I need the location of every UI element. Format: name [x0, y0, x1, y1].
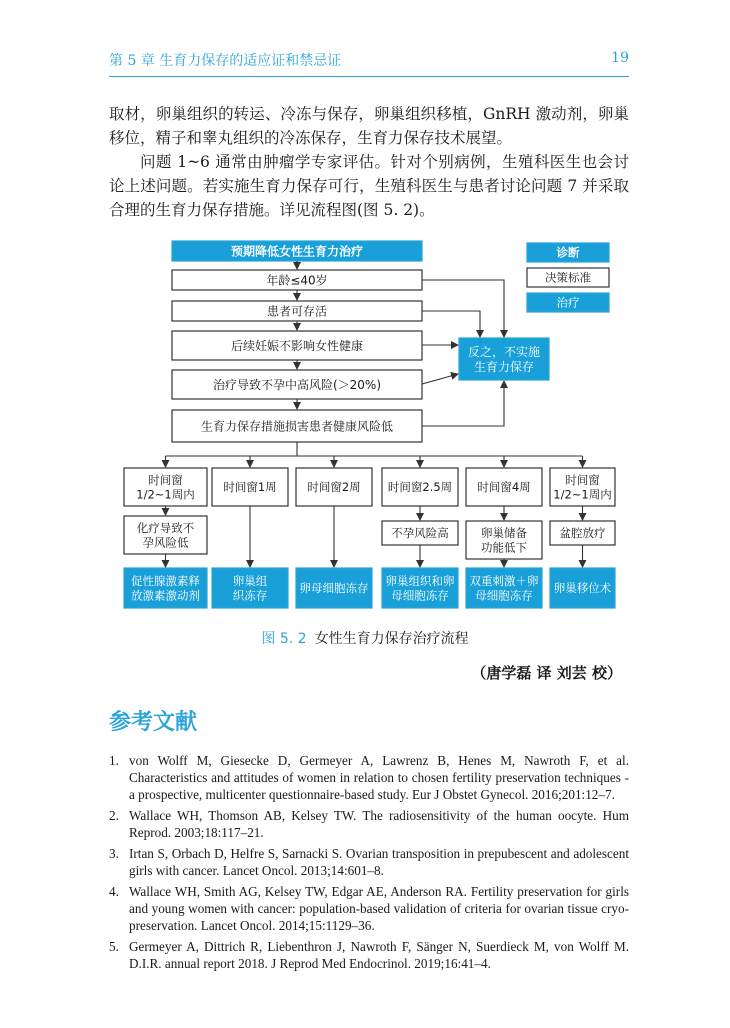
references-list [109, 752, 629, 976]
legend-diagnosis-label: 诊断 [556, 245, 580, 260]
reference-item: 4. Wallace WH, Smith AG, Kelsey TW, Edgar AE, Anderson RA. Fertility preservation for girls and young women with cancer: population-based validation of criteria for ovarian tissue cryo-preservation. Lancet Oncol. 2014;15:1129–36. [109, 884, 629, 933]
condition-box-label: 功能低下 [481, 540, 527, 555]
treatment-box-label: 促性腺激素释 [131, 573, 200, 588]
criterion-box-label: 治疗导致不孕中高风险(＞20%) [212, 377, 382, 392]
treatment-box-label: 卵巢组 [232, 573, 268, 588]
condition-box-label: 盆腔放疗 [559, 526, 606, 541]
time-window-box-label: 时间窗2.5周 [387, 480, 453, 495]
condition-box-label: 化疗导致不 [136, 520, 195, 535]
connector-line [422, 311, 480, 337]
figure-number: 图 5. 2 [261, 631, 307, 647]
criterion-box-label: 年龄≤40岁 [266, 273, 328, 288]
time-window-box-label: 时间窗 [148, 472, 183, 487]
criterion-box-label: 后续妊娠不影响女性健康 [230, 338, 364, 353]
treatment-box-label: 织冻存 [232, 588, 268, 603]
criterion-box-label: 生育力保存措施损害患者健康风险低 [200, 419, 394, 434]
reference-item: 5. Germeyer A, Dittrich R, Liebenthron J, Nawroth F, Sänger N, Suerdieck M, von Wolff M. D.I.R. annual report 2018. J Reprod Med Endocrinol. 2019;16:41–4. [109, 939, 629, 971]
translator-credit: （唐学磊 译 刘芸 校） [471, 664, 622, 682]
treatment-box-label: 卵母细胞冻存 [299, 581, 369, 596]
condition-box-label: 卵巢储备 [481, 525, 527, 540]
no-preservation-box-label: 反之，不实施 [467, 344, 541, 359]
legend-treatment-label: 治疗 [556, 295, 580, 310]
condition-box-label: 孕风险低 [142, 535, 189, 550]
criterion-box-label: 患者可存活 [266, 304, 328, 319]
treatment-box-label: 放激素激动剂 [131, 588, 200, 603]
reference-item: 2. Wallace WH, Thomson AB, Kelsey TW. The radiosensitivity of the human oocyte. Hum Reprod. 2003;18:117–21. [109, 808, 629, 840]
connector-line [422, 374, 458, 384]
time-window-box-label: 1/2~1周内 [136, 487, 195, 502]
page-number: 19 [611, 50, 629, 66]
reference-item: 3. Irtan S, Orbach D, Helfre S, Sarnacki S. Ovarian transposition in prepubescent and adolescent girls with cancer. Lancet Oncol. 2013;14:601–8. [109, 846, 629, 878]
connector-line [422, 280, 504, 337]
paragraph-2: 问题 1~6 通常由肿瘤学专家评估。针对个别病例，生殖科医生也会讨论上述问题。若实施生育力保存可行，生殖科医生与患者讨论问题 7 并采取合理的生育力保存措施。详见流程图(图 5. 2)。 [109, 153, 629, 219]
treatment-box-label: 卵巢移位术 [553, 581, 612, 596]
chapter-title: 第 5 章 生育力保存的适应证和禁忌证 [109, 53, 342, 69]
figure-caption-text: 女性生育力保存治疗流程 [314, 631, 469, 647]
treatment-box-label: 卵巢组织和卵 [385, 573, 455, 588]
legend-decision-label: 决策标准 [545, 270, 591, 285]
treatment-box-label: 母细胞冻存 [391, 588, 449, 603]
time-window-box-label: 时间窗 [565, 472, 600, 487]
diagnosis-box-label: 预期降低女性生育力治疗 [230, 244, 364, 259]
figure-caption [0, 628, 730, 648]
reference-item: 1. von Wolff M, Giesecke D, Germeyer A, Lawrenz B, Henes M, Nawroth F, et al. Characteristics and attitudes of women in relation to chosen fertility preservation techniques - a prospective, multicenter questionnaire-based study. Eur J Obstet Gynecol. 2016;201:12–7. [109, 753, 629, 802]
treatment-box-label: 双重刺激＋卵 [469, 573, 539, 588]
treatment-box-label: 母细胞冻存 [475, 588, 533, 603]
connector-line [422, 381, 504, 426]
time-window-box-label: 时间窗2周 [307, 480, 361, 495]
references-title: 参考文献 [109, 709, 198, 735]
no-preservation-box-label: 生育力保存 [473, 359, 535, 374]
paragraph-1: 取材，卵巢组织的转运、冷冻与保存，卵巢组织移植，GnRH 激动剂，卵巢移位，精子和睾丸组织的冷冻保存，生育力保存技术展望。 [109, 105, 629, 147]
time-window-box-label: 时间窗1周 [223, 480, 277, 495]
time-window-box-label: 时间窗4周 [477, 480, 531, 495]
time-window-box-label: 1/2~1周内 [553, 487, 612, 502]
condition-box-label: 不孕风险高 [391, 526, 449, 541]
